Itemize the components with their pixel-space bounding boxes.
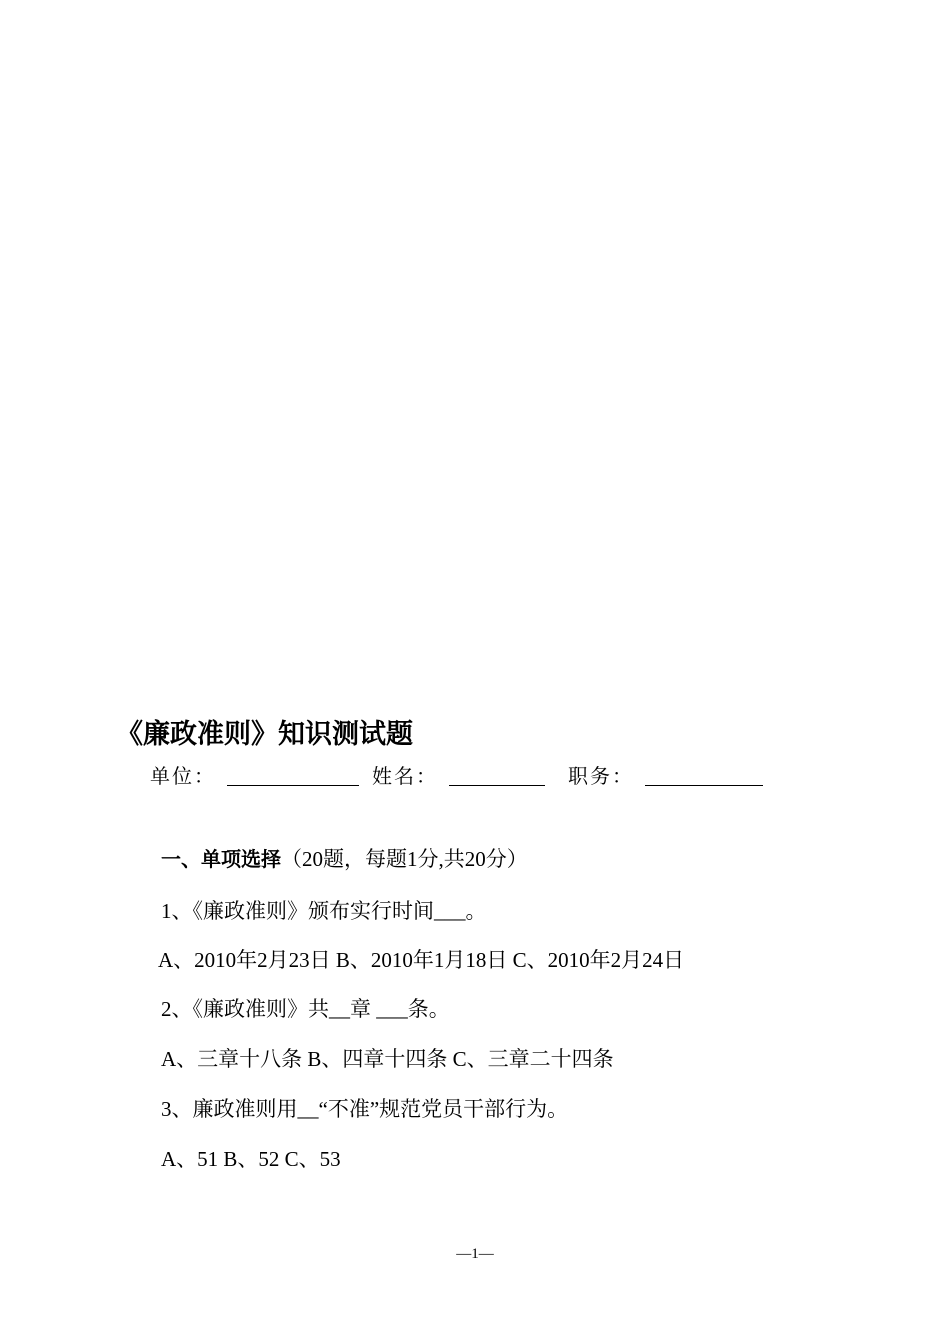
question-text: 1、《廉政准则》颁布实行时间___。 (161, 899, 487, 923)
section-title: 一、单项选择 (161, 847, 281, 871)
name-blank (449, 765, 545, 786)
question-text: 3、廉政准则用__“不准”规范党员干部行为。 (161, 1097, 569, 1121)
position-label: 职务： (568, 766, 634, 788)
section-heading (161, 843, 528, 873)
section-note: （20题，每题1分,共20分） (281, 847, 528, 871)
question-options: A、三章十八条 B、四章十四条 C、三章二十四条 (161, 1047, 614, 1071)
question-options: A、51 B、52 C、53 (161, 1147, 341, 1171)
name-label: 姓名： (372, 766, 438, 788)
question-options: A、2010年2月23日 B、2010年1月18日 C、2010年2月24日 (158, 948, 685, 972)
question-text: 2、《廉政准则》共__章 ___条。 (161, 997, 450, 1021)
document-title: 《廉政准则》知识测试题 (116, 719, 413, 749)
unit-label: 单位： (150, 766, 216, 788)
unit-blank (227, 765, 359, 786)
position-blank (645, 765, 763, 786)
page-number: —1— (456, 1246, 494, 1262)
info-line (150, 760, 763, 789)
